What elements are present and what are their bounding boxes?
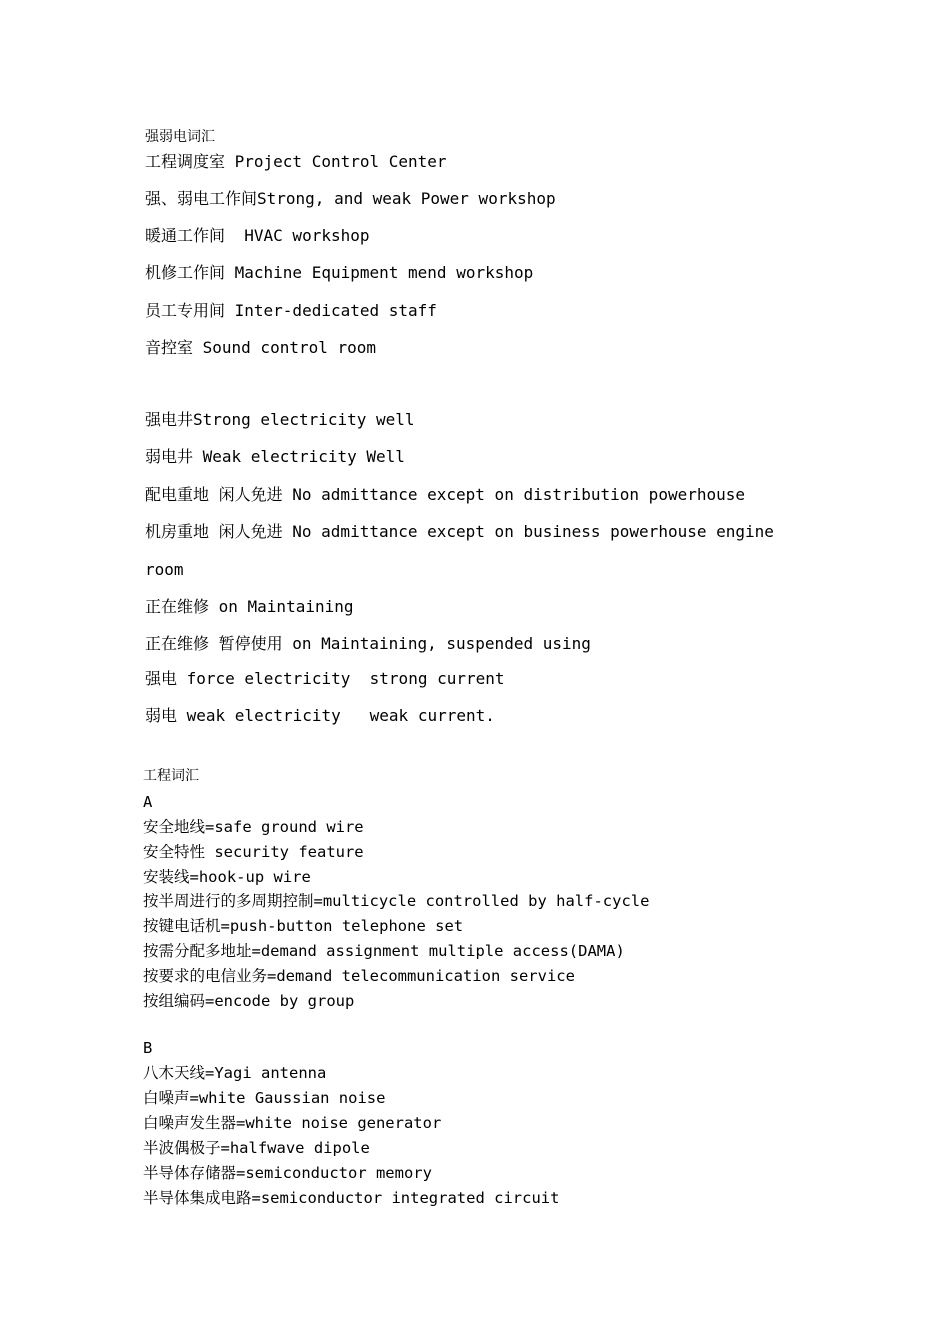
glossary-entry: 半导体集成电路=semiconductor integrated circuit (143, 1189, 560, 1207)
vocab-line: 配电重地 闲人免进 No admittance except on distribution powerhouse (145, 485, 746, 504)
vocab-line: 暖通工作间 HVAC workshop (145, 226, 370, 245)
glossary-entry: 白噪声=white Gaussian noise (143, 1089, 386, 1107)
vocab-line: 音控室 Sound control room (145, 338, 377, 357)
vocab-line: 强电井Strong electricity well (145, 410, 415, 429)
vocab-line: 强电 force electricity strong current (145, 669, 505, 688)
glossary-entry: 按需分配多地址=demand assignment multiple access(DAMA) (143, 942, 625, 960)
glossary-entry: 安装线=hook-up wire (143, 868, 311, 886)
vocab-line: 正在维修 on Maintaining (145, 597, 354, 616)
vocab-line: room (145, 560, 184, 579)
heading-power-vocabulary: 强弱电词汇 (145, 129, 215, 145)
vocab-line: 正在维修 暂停使用 on Maintaining, suspended using (145, 634, 591, 653)
glossary-entry: 按键电话机=push-button telephone set (143, 917, 464, 935)
vocab-line: 机修工作间 Machine Equipment mend workshop (145, 263, 534, 282)
glossary-entry: 按要求的电信业务=demand telecommunication service (143, 967, 575, 985)
vocab-line: 机房重地 闲人免进 No admittance except on business powerhouse engine (145, 522, 774, 541)
glossary-entry: 按组编码=encode by group (143, 992, 355, 1010)
heading-engineering-vocabulary: 工程词汇 (143, 768, 199, 784)
section-letter-b: B (143, 1039, 153, 1057)
glossary-entry: 安全特性 security feature (143, 843, 364, 861)
vocab-line: 强、弱电工作间Strong, and weak Power workshop (145, 189, 556, 208)
vocab-line: 工程调度室 Project Control Center (145, 152, 447, 171)
glossary-entry: 白噪声发生器=white noise generator (143, 1114, 442, 1132)
section-letter-a: A (143, 793, 153, 811)
vocab-line: 弱电井 Weak electricity Well (145, 447, 405, 466)
glossary-entry: 半波偶极子=halfwave dipole (143, 1139, 370, 1157)
glossary-entry: 安全地线=safe ground wire (143, 818, 364, 836)
vocab-line: 员工专用间 Inter-dedicated staff (145, 301, 437, 320)
vocab-line: 弱电 weak electricity weak current. (145, 706, 495, 725)
glossary-entry: 八木天线=Yagi antenna (143, 1064, 327, 1082)
glossary-entry: 半导体存储器=semiconductor memory (143, 1164, 432, 1182)
glossary-entry: 按半周进行的多周期控制=multicycle controlled by half-cycle (143, 892, 650, 910)
